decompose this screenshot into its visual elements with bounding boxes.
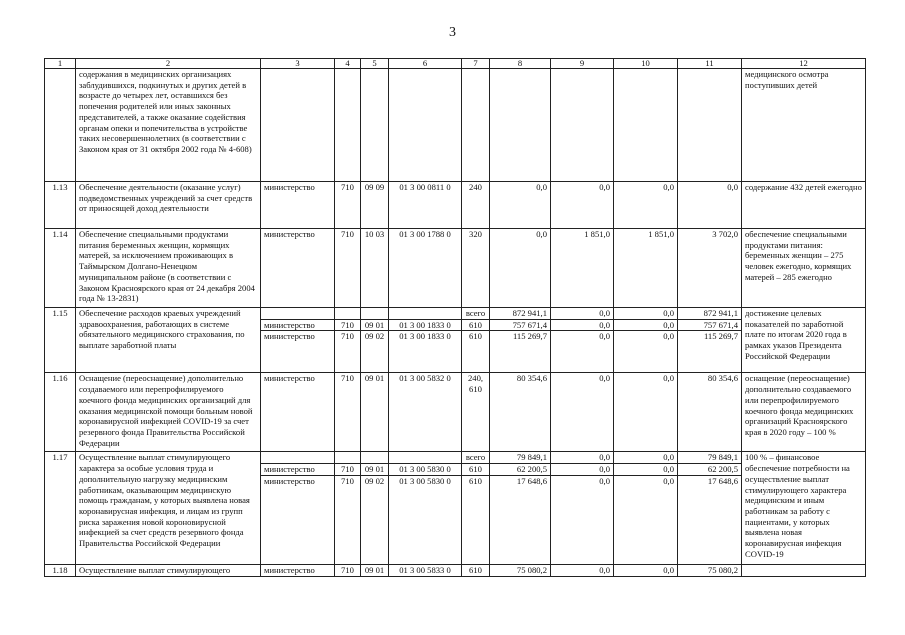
cell-csr: 01 3 00 1788 0	[389, 229, 462, 308]
expected-result	[742, 564, 866, 576]
cell-csr	[389, 69, 462, 182]
measure-title: Обеспечение специальными продуктами питания беременных женщин, кормящих матерей, за исключением проживающих в Таймырском Долгано-Ненецком муниципальном районе (в соответствии с Законом Красноярского края от 24 декабря 2004 года № 13-2831)	[76, 229, 261, 308]
cell-v11: 115 269,7	[678, 331, 742, 373]
cell-grbs: 710	[335, 564, 361, 576]
cell-rzpr: 10 03	[361, 229, 389, 308]
cell-v10: 0,0	[614, 308, 678, 320]
cell-v11	[678, 69, 742, 182]
table-row	[45, 564, 866, 576]
cell-grbs	[335, 69, 361, 182]
cell-exec: министерство	[261, 229, 335, 308]
cell-exec	[261, 69, 335, 182]
measure-title: Осуществление выплат стимулирующего характера за особые условия труда и дополнительную нагрузку медицинским работникам, оказывающим медицинскую помощь гражданам, у которых выявлена новая коронавирусная инфекция, и лицам из групп риска заражения новой короновирусной инфекцией за счет средств резервного фонда Правительства Российской Федерации	[76, 452, 261, 564]
cell-rzpr: 09 09	[361, 182, 389, 229]
cell-grbs: 710	[335, 229, 361, 308]
cell-rzpr	[361, 452, 389, 464]
cell-v10: 0,0	[614, 475, 678, 564]
column-number: 9	[551, 59, 614, 69]
cell-grbs: 710	[335, 331, 361, 373]
cell-v9	[551, 69, 614, 182]
table-row	[45, 182, 866, 229]
cell-v8: 80 354,6	[490, 373, 551, 452]
row-number: 1.17	[45, 452, 76, 564]
cell-csr: 01 3 00 5830 0	[389, 475, 462, 564]
column-number: 3	[261, 59, 335, 69]
cell-v8: 17 648,6	[490, 475, 551, 564]
measure-title: Осуществление выплат стимулирующего	[76, 564, 261, 576]
cell-v8	[490, 69, 551, 182]
cell-exec: министерство	[261, 319, 335, 331]
cell-v9: 0,0	[551, 182, 614, 229]
row-number: 1.13	[45, 182, 76, 229]
table-row	[45, 229, 866, 308]
cell-v9: 0,0	[551, 373, 614, 452]
column-number: 5	[361, 59, 389, 69]
cell-exec	[261, 308, 335, 320]
cell-rzpr: 09 01	[361, 319, 389, 331]
expected-result: 100 % – финансовое обеспечение потребности на осуществление выплат стимулирующего характера медицинским и иным работникам за работу с пациентами, у которых выявлена новая коронавирусная инфекция COVID-19	[742, 452, 866, 564]
cell-vr: 320	[462, 229, 490, 308]
column-number: 6	[389, 59, 462, 69]
expected-result: содержание 432 детей ежегодно	[742, 182, 866, 229]
row-number	[45, 69, 76, 182]
column-number: 1	[45, 59, 76, 69]
cell-v9: 0,0	[551, 452, 614, 464]
row-number: 1.18	[45, 564, 76, 576]
table-row	[45, 452, 866, 464]
cell-v9: 0,0	[551, 564, 614, 576]
cell-vr: 240, 610	[462, 373, 490, 452]
cell-rzpr: 09 02	[361, 331, 389, 373]
cell-grbs: 710	[335, 475, 361, 564]
expected-result: оснащение (переоснащение) дополнительно создаваемого или перепрофилируемого коечного фонда медицинских организаций Красноярского края в 2020 году – 100 %	[742, 373, 866, 452]
column-number: 8	[490, 59, 551, 69]
cell-v11: 75 080,2	[678, 564, 742, 576]
expected-result: обеспечение специальными продуктами питания: беременных женщин – 275 человек ежегодно, кормящих матерей – 285 ежегодно	[742, 229, 866, 308]
cell-v10: 0,0	[614, 319, 678, 331]
cell-v11: 3 702,0	[678, 229, 742, 308]
column-number: 4	[335, 59, 361, 69]
cell-v8: 872 941,1	[490, 308, 551, 320]
cell-csr	[389, 308, 462, 320]
cell-exec: министерство	[261, 373, 335, 452]
cell-rzpr: 09 02	[361, 475, 389, 564]
cell-v9: 1 851,0	[551, 229, 614, 308]
cell-v8: 79 849,1	[490, 452, 551, 464]
cell-grbs: 710	[335, 464, 361, 476]
cell-v8: 0,0	[490, 182, 551, 229]
cell-v8: 0,0	[490, 229, 551, 308]
cell-rzpr: 09 01	[361, 464, 389, 476]
cell-vr: всего	[462, 308, 490, 320]
expected-result: достижение целевых показателей по заработной плате по итогам 2020 года в рамках указов Президента Российской Федерации	[742, 308, 866, 373]
cell-grbs: 710	[335, 373, 361, 452]
cell-csr: 01 3 00 5833 0	[389, 564, 462, 576]
cell-grbs	[335, 308, 361, 320]
cell-csr: 01 3 00 5832 0	[389, 373, 462, 452]
cell-v9: 0,0	[551, 319, 614, 331]
row-number: 1.16	[45, 373, 76, 452]
table-row	[45, 69, 866, 182]
cell-rzpr: 09 01	[361, 564, 389, 576]
cell-rzpr	[361, 308, 389, 320]
cell-exec: министерство	[261, 475, 335, 564]
cell-vr: 610	[462, 331, 490, 373]
cell-csr: 01 3 00 0811 0	[389, 182, 462, 229]
cell-exec: министерство	[261, 464, 335, 476]
cell-v9: 0,0	[551, 464, 614, 476]
cell-v11: 0,0	[678, 182, 742, 229]
cell-v9: 0,0	[551, 475, 614, 564]
column-number: 11	[678, 59, 742, 69]
cell-vr: 610	[462, 464, 490, 476]
measure-title: содержания в медицинских организациях заблудившихся, подкинутых и других детей в возрасте до четырех лет, оставшихся без попечения родителей или иных законных представителей, а также оказание содействия органам опеки и попечительства в устройстве таких несовершеннолетних (в соответствии с Законом края от 31 октября 2002 года № 4-608)	[76, 69, 261, 182]
cell-v11: 79 849,1	[678, 452, 742, 464]
cell-vr	[462, 69, 490, 182]
cell-rzpr	[361, 69, 389, 182]
cell-grbs: 710	[335, 182, 361, 229]
cell-vr: 610	[462, 475, 490, 564]
table-body	[45, 59, 866, 577]
cell-v11: 80 354,6	[678, 373, 742, 452]
expected-result: медицинского осмотра поступивших детей	[742, 69, 866, 182]
cell-v10: 0,0	[614, 564, 678, 576]
cell-v10: 0,0	[614, 464, 678, 476]
cell-v10: 0,0	[614, 452, 678, 464]
cell-csr	[389, 452, 462, 464]
column-number: 7	[462, 59, 490, 69]
cell-v8: 75 080,2	[490, 564, 551, 576]
cell-v10: 1 851,0	[614, 229, 678, 308]
cell-v10: 0,0	[614, 182, 678, 229]
cell-csr: 01 3 00 5830 0	[389, 464, 462, 476]
cell-vr: 610	[462, 564, 490, 576]
measure-title: Обеспечение расходов краевых учреждений здравоохранения, работающих в системе обязательного медицинского страхования, по выплате заработной платы	[76, 308, 261, 373]
row-number: 1.14	[45, 229, 76, 308]
table-row	[45, 373, 866, 452]
cell-v9: 0,0	[551, 308, 614, 320]
cell-v10: 0,0	[614, 373, 678, 452]
column-number: 12	[742, 59, 866, 69]
measure-title: Обеспечение деятельности (оказание услуг) подведомственных учреждений за счет средств от приносящей доход деятельности	[76, 182, 261, 229]
cell-vr: всего	[462, 452, 490, 464]
table-row	[45, 308, 866, 320]
cell-csr: 01 3 00 1833 0	[389, 319, 462, 331]
cell-vr: 240	[462, 182, 490, 229]
cell-grbs	[335, 452, 361, 464]
cell-v8: 115 269,7	[490, 331, 551, 373]
cell-v11: 62 200,5	[678, 464, 742, 476]
cell-v8: 62 200,5	[490, 464, 551, 476]
cell-v11: 757 671,4	[678, 319, 742, 331]
column-number: 10	[614, 59, 678, 69]
cell-v10	[614, 69, 678, 182]
cell-v8: 757 671,4	[490, 319, 551, 331]
page-number: 3	[449, 25, 456, 40]
cell-vr: 610	[462, 319, 490, 331]
cell-exec: министерство	[261, 182, 335, 229]
cell-v9: 0,0	[551, 331, 614, 373]
measure-title: Оснащение (переоснащение) дополнительно создаваемого или перепрофилируемого коечного фонда медицинских организаций для оказания медицинской помощи больным новой коронавирусной инфекцией COVID-19 за счет резервного фонда Правительства Российской Федерации	[76, 373, 261, 452]
cell-v10: 0,0	[614, 331, 678, 373]
cell-exec: министерство	[261, 564, 335, 576]
cell-grbs: 710	[335, 319, 361, 331]
column-number-row	[45, 59, 866, 69]
cell-v11: 17 648,6	[678, 475, 742, 564]
cell-exec	[261, 452, 335, 464]
row-number: 1.15	[45, 308, 76, 373]
cell-v11: 872 941,1	[678, 308, 742, 320]
column-number: 2	[76, 59, 261, 69]
cell-csr: 01 3 00 1833 0	[389, 331, 462, 373]
cell-exec: министерство	[261, 331, 335, 373]
budget-table	[44, 58, 866, 577]
cell-rzpr: 09 01	[361, 373, 389, 452]
